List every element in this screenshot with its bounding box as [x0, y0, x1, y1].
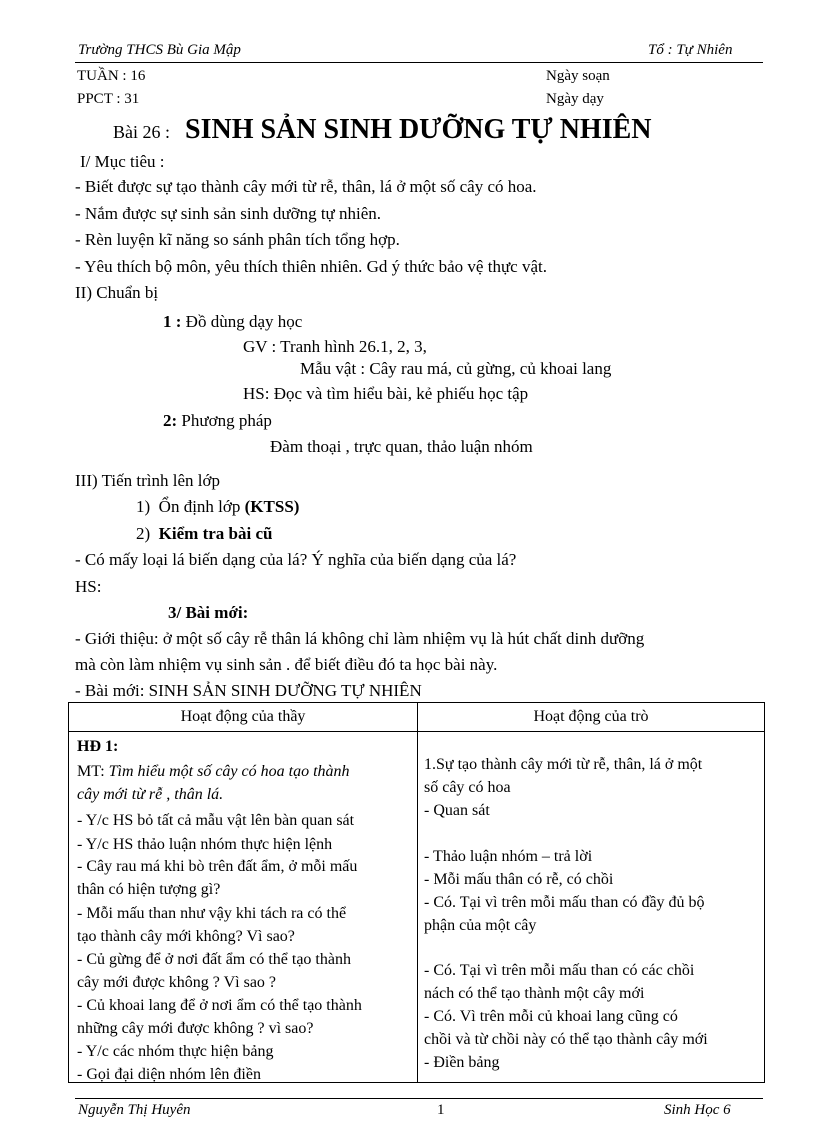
footer-subject: Sinh Học 6: [664, 1102, 731, 1118]
teacher-line: cây mới được không ? Vì sao ?: [77, 974, 277, 991]
teacher-line: - Củ khoai lang để ở nơi ẩm có thể tạo thành: [77, 997, 362, 1014]
activity-label: HĐ 1:: [77, 738, 119, 755]
preparation-title: II) Chuẩn bị: [75, 283, 159, 302]
lesson-number: Bài 26 :: [113, 122, 170, 142]
intro-line-1: - Giới thiệu: ở một số cây rễ thân lá không chỉ làm nhiệm vụ là hút chất dinh dưỡng: [75, 629, 645, 648]
step1-bold: (KTSS): [244, 497, 300, 516]
student-line: - Có. Vì trên mỗi củ khoai lang cũng có: [424, 1008, 678, 1025]
step1-text: Ổn định lớp: [158, 497, 245, 516]
header-department: Tổ : Tự Nhiên: [648, 42, 733, 58]
objective-item: - Nắm được sự sinh sản sinh dưỡng tự nhiên.: [75, 204, 382, 223]
teacher-line: - Y/c các nhóm thực hiện bảng: [77, 1043, 274, 1060]
gv-line: GV : Tranh hình 26.1, 2, 3,: [243, 337, 427, 356]
tools-number: 1 :: [163, 312, 182, 331]
method-title: Phương pháp: [181, 411, 272, 430]
teacher-line: - Mỗi mấu than như vậy khi tách ra có thể: [77, 905, 347, 922]
student-line: phận của một cây: [424, 917, 537, 934]
lesson-title: SINH SẢN SINH DƯỠNG TỰ NHIÊN: [185, 114, 652, 145]
specimen-line: Mẫu vật : Cây rau má, củ gừng, củ khoai lang: [300, 359, 612, 378]
step1: [136, 497, 299, 517]
student-line: chồi và từ chồi này có thể tạo thành cây mới: [424, 1031, 708, 1048]
table-header-row: [69, 703, 765, 732]
step2-number: 2): [136, 524, 151, 543]
method-heading: [163, 411, 272, 431]
step2-text: Kiểm tra bài cũ: [158, 524, 273, 543]
header-rule: [75, 62, 763, 63]
review-question: - Có mấy loại lá biến dạng của lá? Ý nghĩa của biến dạng của lá?: [75, 550, 517, 569]
student-line: - Có. Tại vì trên mỗi mấu than có các chồi: [424, 962, 695, 979]
step1-number: 1): [136, 497, 151, 516]
review-hs: HS:: [75, 577, 102, 596]
objective-text: Tìm hiểu một số cây có hoa tạo thành: [108, 763, 350, 780]
hs-prep-line: HS: Đọc và tìm hiểu bài, kẻ phiếu học tập: [243, 384, 529, 403]
week-label: TUẦN : 16: [77, 68, 146, 84]
teacher-line: - Y/c HS thảo luận nhóm thực hiện lệnh: [77, 836, 333, 853]
student-line: - Thảo luận nhóm – trả lời: [424, 848, 593, 865]
page-number: 1: [437, 1102, 445, 1118]
teacher-line: tạo thành cây mới không? Vì sao?: [77, 928, 295, 945]
teacher-line: thân có hiện tượng gì?: [77, 881, 221, 898]
teacher-cell: [69, 732, 418, 1083]
student-line: số cây có hoa: [424, 779, 511, 796]
teacher-line: - Củ gừng để ở nơi đất ẩm có thể tạo thành: [77, 951, 351, 968]
objective-item: - Biết được sự tạo thành cây mới từ rễ, thân, lá ở một số cây có hoa.: [75, 177, 537, 196]
footer-author: Nguyễn Thị Huyên: [78, 1102, 191, 1118]
tools-heading: [163, 312, 302, 332]
intro-line-2: mà còn làm nhiệm vụ sinh sản . để biết điều đó ta học bài này.: [75, 655, 498, 674]
objective-label: MT:: [77, 763, 109, 780]
lesson-line: - Bài mới: SINH SẢN SINH DƯỠNG TỰ NHIÊN: [75, 681, 422, 700]
method-number: 2:: [163, 411, 178, 430]
ppct-label: PPCT : 31: [77, 91, 140, 107]
teacher-line: - Cây rau má khi bò trên đất ẩm, ở mỗi mấu: [77, 858, 358, 875]
procedure-title: III) Tiến trình lên lớp: [75, 471, 220, 490]
teach-date-label: Ngày dạy: [546, 91, 604, 107]
objective-line-1: [77, 763, 350, 781]
teacher-column-header: Hoạt động của thầy: [69, 703, 418, 732]
prep-date-label: Ngày soạn: [546, 68, 610, 84]
new-lesson-heading: 3/ Bài mới:: [168, 603, 249, 622]
student-line: - Quan sát: [424, 802, 490, 819]
student-cell: [418, 732, 765, 1083]
student-line: - Điền bảng: [424, 1054, 500, 1071]
student-line: nách có thể tạo thành một cây mới: [424, 985, 645, 1002]
header-school: Trường THCS Bù Gia Mập: [78, 42, 241, 58]
teacher-line: - Gọi đại diện nhóm lên điền: [77, 1066, 261, 1083]
student-line: - Mỗi mấu thân có rễ, có chồi: [424, 871, 614, 888]
teacher-line: những cây mới được không ? vì sao?: [77, 1020, 314, 1037]
objective-item: - Rèn luyện kĩ năng so sánh phân tích tổng hợp.: [75, 230, 400, 249]
objectives-title: I/ Mục tiêu :: [80, 152, 165, 171]
student-line: 1.Sự tạo thành cây mới từ rễ, thân, lá ở một: [424, 756, 703, 773]
table-row: [69, 732, 765, 1083]
student-line: - Có. Tại vì trên mỗi mấu than có đầy đủ bộ: [424, 894, 705, 911]
objective-item: - Yêu thích bộ môn, yêu thích thiên nhiên. Gd ý thức bảo vệ thực vật.: [75, 257, 547, 276]
student-column-header: Hoạt động của trò: [418, 703, 765, 732]
activity-table: [68, 702, 765, 1083]
objective-line-2: cây mới từ rễ , thân lá.: [77, 786, 224, 803]
teacher-line: - Y/c HS bỏ tất cả mẫu vật lên bàn quan sát: [77, 812, 355, 829]
methods-line: Đàm thoại , trực quan, thảo luận nhóm: [270, 437, 533, 456]
step2: [136, 524, 272, 544]
footer-rule: [75, 1098, 763, 1099]
tools-title: Đồ dùng dạy học: [185, 312, 303, 331]
